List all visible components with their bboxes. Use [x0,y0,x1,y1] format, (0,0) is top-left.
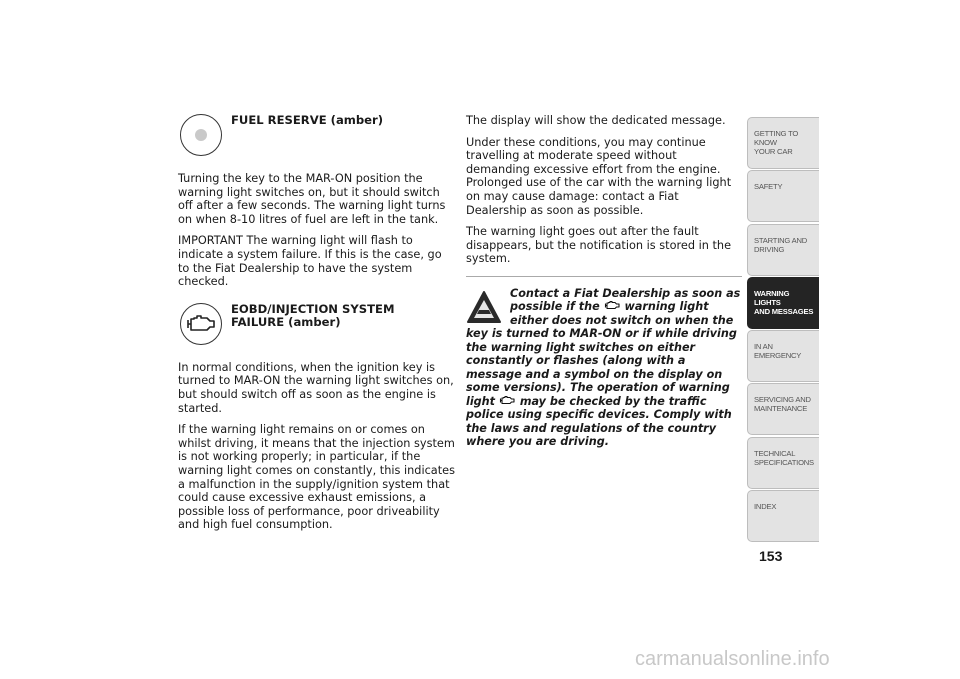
tab-warning-lights[interactable]: WARNING LIGHTS AND MESSAGES [747,277,819,329]
eobd-heading: EOBD/INJECTION SYSTEM FAILURE (amber) [231,301,395,330]
engine-check-icon [604,300,621,311]
tab-index[interactable]: INDEX [747,490,819,542]
eobd-paragraph-2: If the warning light remains on or comes on whilst driving, it means that the injection system is not working properly; in particular, if the warning light comes on constantly, this indicates a malfunction in the supply/ignition system that could cause excessive exhaust emissions, a possible loss of performance, poor driveability and high fuel consumption. [178,423,455,532]
caution-text-b: warning light either does not switch on when the key is turned to MAR-ON or if while driving the warning light switches on either constantly or flashes (along with a message and a symbol on the display on some versions). The operation of warning light [466,300,737,408]
tab-servicing[interactable]: SERVICING AND MAINTENANCE [747,383,819,435]
fuel-reserve-icon [180,114,222,156]
right-paragraph-2: Under these conditions, you may continue travelling at moderate speed without demanding excessive effort from the engine. Prolonged use of the car with the warning light on may cause damage: contact a Fiat Dealership as soon as possible. [466,135,732,217]
right-paragraph-1: The display will show the dedicated message. [466,114,726,127]
page-number: 153 [759,548,783,564]
watermark: carmanualsonline.info [635,648,830,670]
left-column [178,114,456,540]
caution-text-c: may be checked by the traffic police using specific devices. Comply with the laws and regulations of the country where you are driving. [466,394,732,449]
right-column [466,114,742,449]
tab-emergency[interactable]: IN AN EMERGENCY [747,330,819,382]
fuel-reserve-heading: FUEL RESERVE (amber) [231,113,384,127]
right-paragraph-3: The warning light goes out after the fault disappears, but the notification is stored in the system. [466,225,732,266]
tab-technical[interactable]: TECHNICAL SPECIFICATIONS [747,437,819,489]
engine-check-icon [180,303,222,345]
caution-text-a: Contact a Fiat Dealership as soon as possible if the [510,286,741,314]
warning-triangle-icon [466,289,502,325]
caution-box [466,276,742,449]
tab-safety[interactable]: SAFETY [747,170,819,222]
fuel-reserve-section [178,114,456,172]
eobd-section [178,303,456,361]
engine-check-icon [499,395,516,406]
fuel-reserve-paragraph-1: Turning the key to the MAR-ON position the warning light switches on, but it should switch off after a few seconds. The warning light turns on when 8-10 litres of fuel are left in the tank. [178,172,446,226]
eobd-paragraph-1: In normal conditions, when the ignition key is turned to MAR-ON the warning light switches on, but should switch off as soon as the engine is started. [178,360,454,415]
fuel-reserve-paragraph-2: IMPORTANT The warning light will flash to indicate a system failure. If this is the case, go to the Fiat Dealership to have the system checked. [178,234,442,289]
tab-getting-to-know[interactable]: GETTING TO KNOW YOUR CAR [747,117,819,169]
caution-text [466,287,742,449]
tab-starting-driving[interactable]: STARTING AND DRIVING [747,224,819,276]
chapter-tabs [747,117,819,543]
